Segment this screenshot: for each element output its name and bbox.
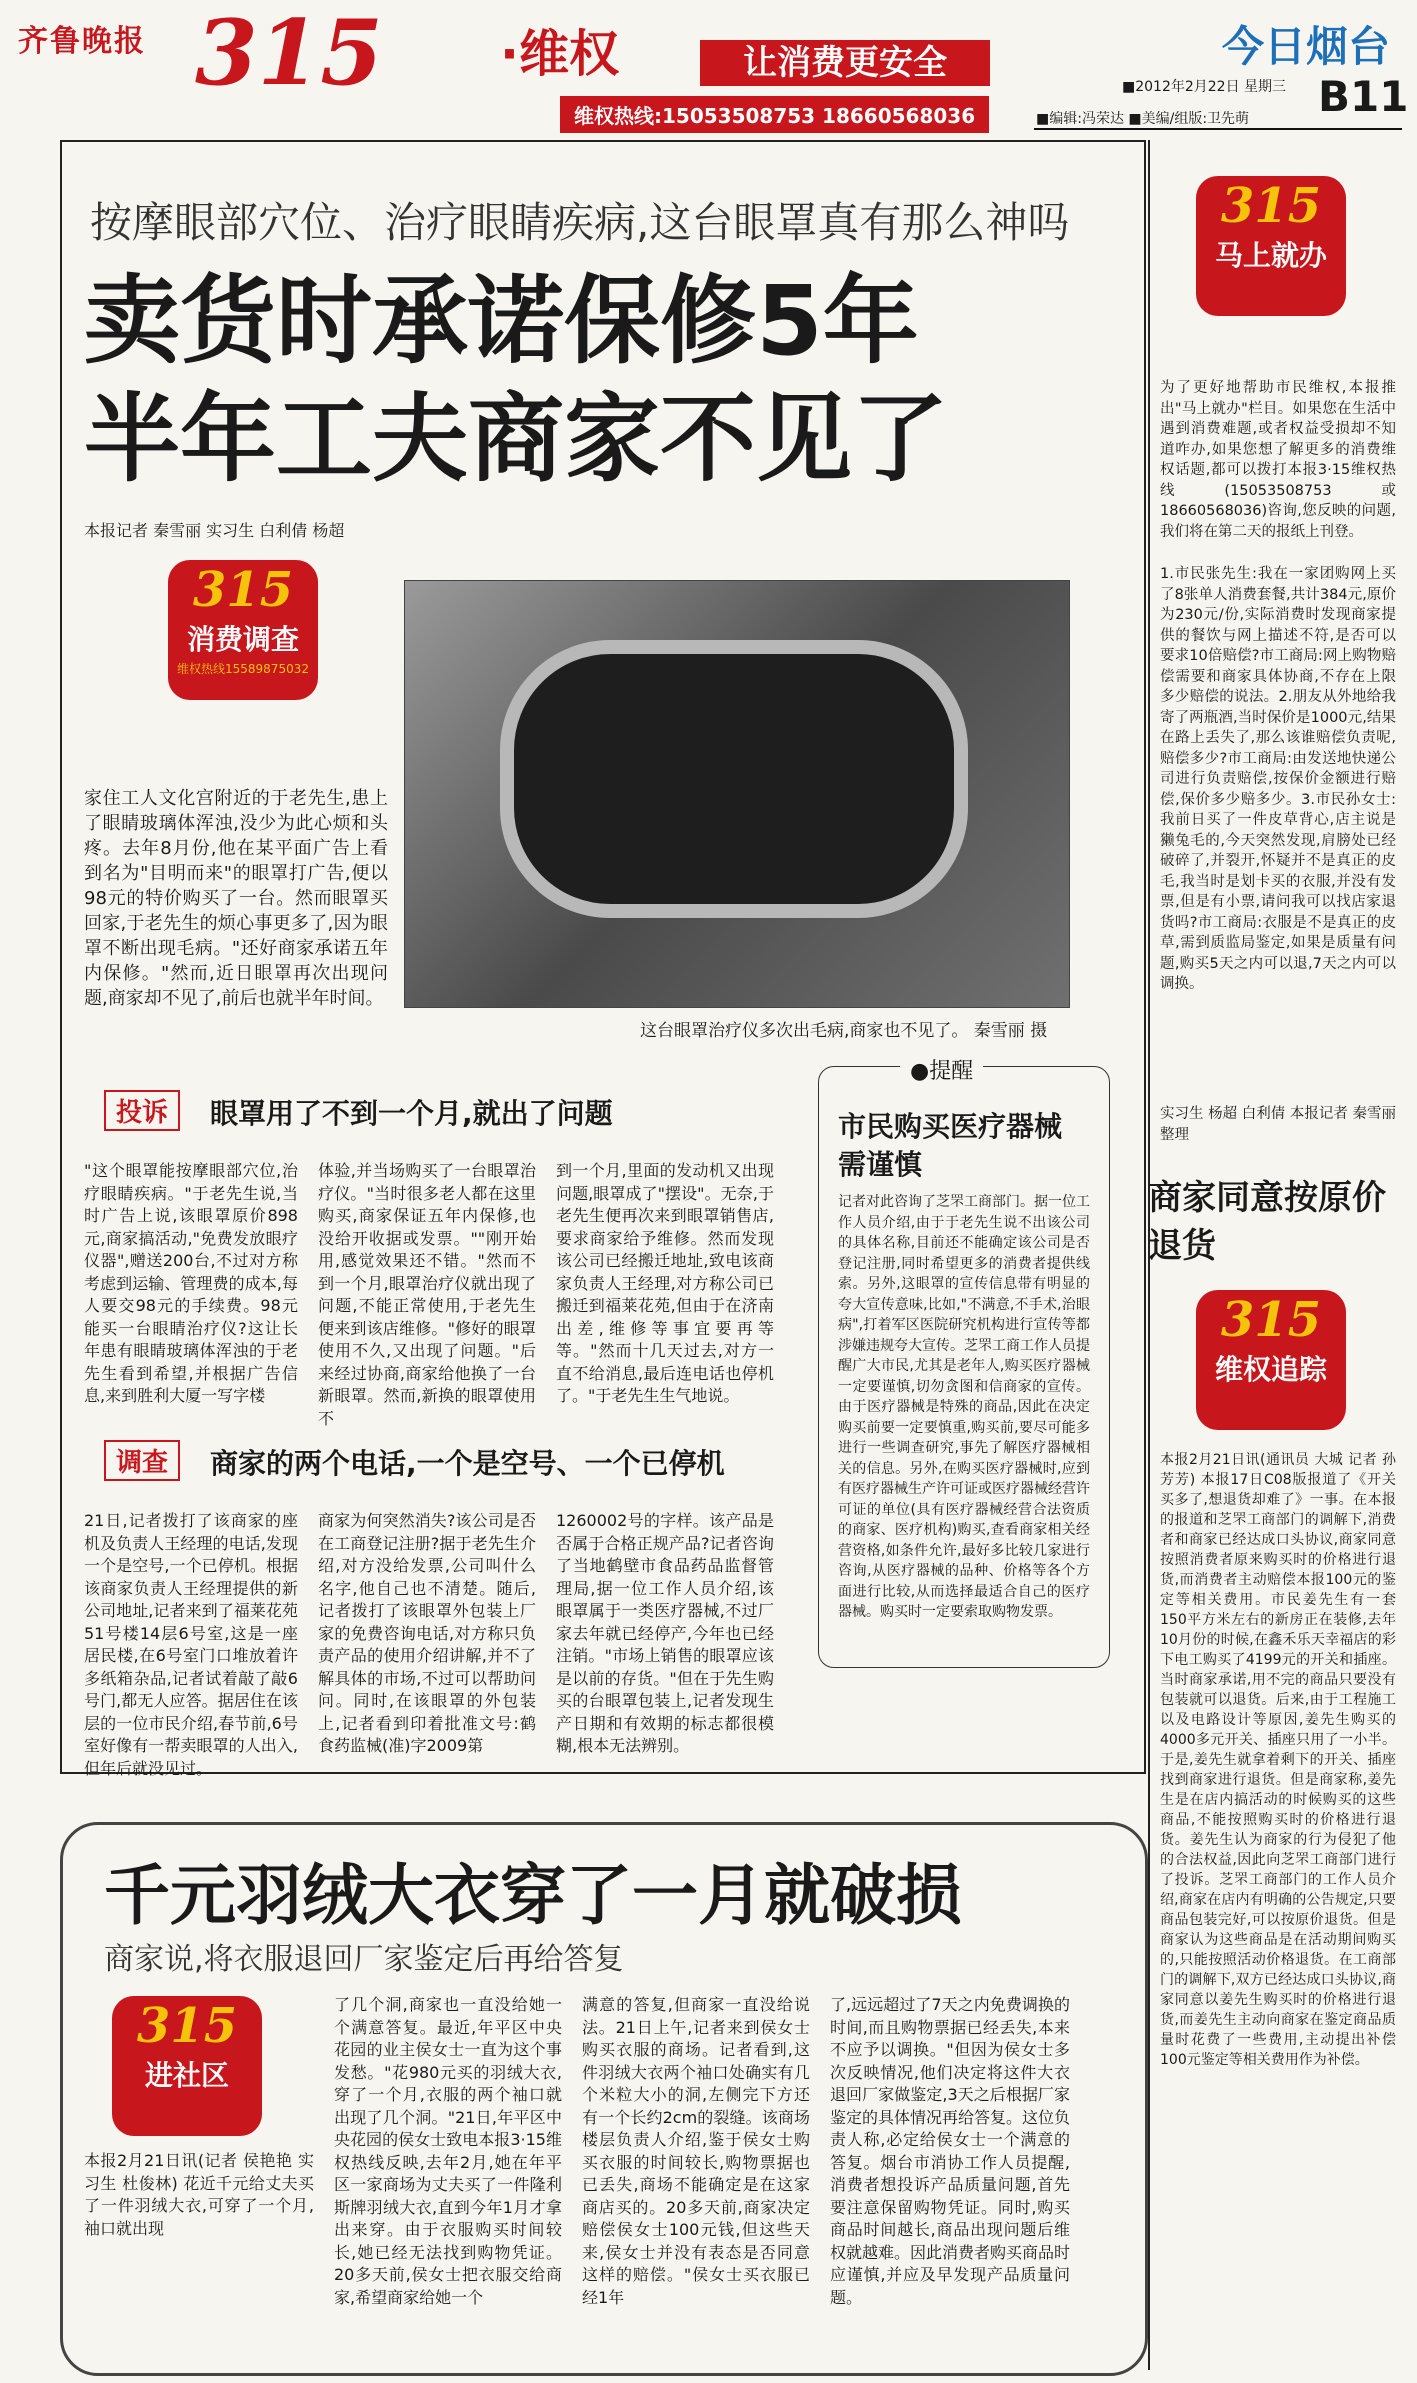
- bell-icon: ●: [910, 1059, 930, 1084]
- complaint-heading: 眼罩用了不到一个月,就出了问题: [210, 1097, 613, 1130]
- badge-number: 315: [1220, 178, 1322, 234]
- main-headline: [84, 262, 1084, 498]
- complaint-tag: 投诉: [104, 1090, 180, 1131]
- badge-consumer-survey: [168, 560, 318, 700]
- coat-col-1: 本报2月21日讯(记者 侯艳艳 实习生 杜俊林) 花近千元给丈夫买了一件羽绒大衣,可穿了一个月,袖口就出现: [84, 2151, 314, 2238]
- banner-hotline: 维权热线:15053508753 18660568036: [560, 96, 989, 133]
- badge-number: 315: [136, 1998, 238, 2054]
- photo-caption: 这台眼罩治疗仪多次出毛病,商家也不见了。 秦雪丽 摄: [640, 1021, 1048, 1041]
- coat-col-3: 满意的答复,但商家一直没给说法。21日上午,记者来到侯女士购买衣服的商场。记者看到,这件羽绒大衣两个袖口处确实有几个米粒大小的洞,左侧完下方还有一个长约2cm的裂缝。该商场楼层负责人介绍,鉴于侯女士购买衣服的时间较长,购物票据也已丢失,商场不能确定是在这家商店买的。20多天前,商家决定赔偿侯女士100元钱,但这些天来,侯女士并没有表态是否同意这样的赔偿。"侯女士买衣服已经1年: [582, 1995, 810, 2307]
- coat-col-4: 了,远远超过了7天之内免费调换的时间,而且购物票据已经丢失,本来不应予以调换。"但因为侯女士多次反映情况,他们决定将这件大衣退回厂家做鉴定,3天之后根据厂家鉴定的具体情况再给答复。这位负责人称,必定给侯女士一个满意的答复。烟台市消协工作人员提醒,消费者想投诉产品质量问题,首先要注意保留购物凭证。同时,购买商品时间越长,商品出现问题后维权就越难。因此消费者购买商品时应谨慎,并应及早发现产品质量问题。: [830, 1995, 1071, 2307]
- badge-number: 315: [1220, 1292, 1322, 1348]
- badge-tracking: [1196, 1290, 1346, 1430]
- main-lead: 家住工人文化宫附近的于老先生,患上了眼睛玻璃体浑浊,没少为此心烦和头疼。去年8月份,他在某平面广告上看到名为"目明而来"的眼罩打广告,便以98元的特价购买了一台。然而眼罩买回家,于老先生的烦心事更多了,因为眼罩不断出现毛病。"还好商家承诺五年内保修。"然而,近日眼罩再次出现问题,商家却不见了,前后也就半年时间。: [84, 788, 388, 1009]
- masthead-rule: [1034, 128, 1402, 130]
- issue-date: ■2012年2月22日 星期三: [1122, 79, 1287, 95]
- sidebar-credits: 实习生 杨超 白利倩 本报记者 秦雪丽 整理: [1160, 1106, 1396, 1143]
- badge-community: [112, 1996, 262, 2136]
- complaint-col-2: 体验,并当场购买了一台眼罩治疗仪。"当时很多老人都在这里购买,商家保证五年内保修,也没给开收据或发票。""刚开始用,感觉效果还不错。"然而不到一个月,眼罩治疗仪就出现了问题,不能正常使用,于老先生便来到该店维修。"修好的眼罩使用不久,又出现了问题。"后来经过协商,商家给他换了一台新眼罩。然而,新换的眼罩使用不: [318, 1161, 536, 1428]
- coat-subheadline: 商家说,将衣服退回厂家鉴定后再给答复: [104, 1942, 624, 1977]
- main-headline-line1: 卖货时承诺保修5年: [84, 265, 919, 377]
- reminder-label: ●提醒: [900, 1054, 983, 1085]
- badge-label: 维权追踪: [1214, 1353, 1327, 1386]
- sidebar-qa: 1.市民张先生:我在一家团购网上买了8张单人消费套餐,共计384元,原价为230元/份,实际消费时发现商家提供的餐饮与网上描述不符,是否可以要求10倍赔偿?市工商局:网上购物赔偿需要和商家具体协商,不存在上限多少赔偿的说法。2.朋友从外地给我寄了两瓶酒,当时保价是1000元,结果在路上丢失了,那么该谁赔偿负责呢,赔偿多少?市工商局:由发送地快递公司进行负责赔偿,按保价金额进行赔偿,保价多少赔多少。3.市民孙女士:我前日买了一件皮草背心,店主说是獭兔毛的,今天突然发现,肩膀处已经破碎了,并裂开,怀疑并不是真正的皮毛,我当时是划卡买的衣服,并没有发票,但是有小票,请问我可以找店家退货吗?市工商局:衣服是不是真正的皮草,需到质监局鉴定,如果是质量有问题,购买5天之内可以退,7天之内可以调换。: [1160, 566, 1396, 992]
- complaint-col-1: "这个眼罩能按摩眼部穴位,治疗眼睛疾病。"于老先生说,当时广告上说,该眼罩原价898元,商家搞活动,"免费发放眼疗仪器",赠送200台,不过对方称考虑到运输、管理费的成本,每人要交98元的手续费。98元能买一台眼睛治疗仪?这让长年患有眼睛玻璃体浑浊的于老先生看到希望,并根据广告信息,来到胜利大厦一写字楼: [84, 1161, 298, 1405]
- goggles-shape: [500, 640, 968, 918]
- editor-credits: ■编辑:冯荣达 ■美编/组版:卫先萌: [1036, 111, 1250, 127]
- refund-headline: 商家同意按原价退货: [1148, 1178, 1386, 1266]
- main-byline: 本报记者 秦雪丽 实习生 白利倩 杨超: [84, 521, 345, 540]
- banner-slogan: 让消费更安全: [700, 40, 990, 86]
- reminder-title: 市民购买医疗器械需谨慎: [838, 1110, 1063, 1181]
- badge-number: 315: [192, 562, 294, 618]
- investigation-tag: 调查: [104, 1440, 180, 1481]
- paper-logo: 齐鲁晚报: [18, 24, 146, 59]
- refund-body: 本报2月21日讯(通讯员 大城 记者 孙芳芳) 本报17日C08版报道了《开关买多了,想退货却难了》一事。在本报的报道和芝罘工商部门的调解下,消费者和商家已经达成口头协议,商家同意按照消费者原来购买时的价格进行退货,而消费者主动赔偿本报100元的鉴定等相关费用。市民姜先生有一套150平方米左右的新房正在装修,去年10月份的时候,在鑫禾乐天幸福店的彩下电工购买了4199元的开关和插座。当时商家承诺,用不完的商品只要没有包装就可以退货。后来,由于工程施工以及电路设计等原因,姜先生购买的4000多元开关、插座只用了一小半。于是,姜先生就拿着剩下的开关、插座找到商家进行退货。但是商家称,姜先生是在店内搞活动的时候购买的这些商品,不能按照购买时的价格进行退货。姜先生认为商家的行为侵犯了他的合法权益,因此向芝罘工商部门进行了投诉。芝罘工商部门的工作人员介绍,商家在店内有明确的公告规定,只要商品包装完好,可以按原价退货。但是商家认为这些商品是在活动期间购买的,只能按照活动价格退货。在工商部门的调解下,双方已经达成口头协议,商家同意以姜先生购买时的价格进行退货,而姜先生主动向商家在鉴定商品质量时花费了一些费用,主动提出补偿100元鉴定等相关费用作为补偿。: [1160, 1452, 1396, 2068]
- page-number: B11: [1318, 72, 1409, 121]
- investigation-heading: 商家的两个电话,一个是空号、一个已停机: [210, 1447, 725, 1480]
- banner-title: ·维权: [500, 25, 619, 83]
- section-name: 今日烟台: [1222, 22, 1391, 71]
- complaint-col-3: 到一个月,里面的发动机又出现问题,眼罩成了"摆设"。无奈,于老先生便再次来到眼罩销售店,要求商家给予维修。然而发现该公司已经搬迁地址,致电该商家负责人王经理,对方称公司已搬迁到福莱花苑,但由于在济南出差,维修等事宜要再等等。"然而十几天过去,对方一直不给消息,最后连电话也停机了。"于老先生生气地说。: [556, 1161, 774, 1405]
- investigation-col-3: 1260002号的字样。该产品是否属于合格正规产品?记者咨询了当地鹤壁市食品药品监督管理局,据一位工作人员介绍,该眼罩属于一类医疗器械,不过厂家去年就已经停产,今年也已经注销。"市场上销售的眼罩应该是以前的存货。"但在于先生购买的台眼罩包装上,记者发现生产日期和有效期的标志都很模糊,根本无法辨别。: [556, 1511, 774, 1755]
- badge-label: 马上就办: [1214, 239, 1327, 272]
- coat-col-2: 了几个洞,商家也一直没给她一个满意答复。最近,年平区中央花园的业主侯女士一直为这个事发愁。"花980元买的羽绒大衣,穿了一个月,衣服的两个袖口就出现了几个洞。"21日,年平区中央花园的侯女士致电本报3·15维权热线反映,去年2月,她在年平区一家商场为丈夫买了一件隆利斯牌羽绒大衣,直到今年1月才拿出来穿。由于衣服购买时间较长,她已经无法找到购物凭证。20多天前,侯女士把衣服交给商家,希望商家给她一个: [334, 1995, 562, 2307]
- badge-hotline: 维权热线15589875032: [177, 662, 309, 676]
- reminder-body: 记者对此咨询了芝罘工商部门。据一位工作人员介绍,由于于老先生说不出该公司的具体名称,目前还不能确定该公司是否登记注册,同时希望更多的消费者提供线索。另外,这眼罩的宣传信息带有明显的夸大宣传意味,比如,"不满意,不手术,治眼病",打着军区医院研究机构进行宣传等都涉嫌违规夸大宣传。芝罘工商工作人员提醒广大市民,尤其是老年人,购买医疗器械一定要谨慎,切勿贪图和信商家的宣传。由于医疗器械是特殊的商品,因此在决定购买前要一定要慎重,购买前,要尽可能多进行一些调查研究,事先了解医疗器械相关的信息。另外,在购买医疗器械时,应到有医疗器械生产许可证或医疗器械经营许可证的单位(具有医疗器械经营合法资质的商家、医疗机构)购买,查看商家相关经营资格,如条件允许,最好多比较几家进行咨询,从医疗器械的品种、价格等各个方面进行比较,从而选择最适合自己的医疗器械。购买时一定要索取购物发票。: [838, 1194, 1090, 1620]
- sidebar-intro: 为了更好地帮助市民维权,本报推出"马上就办"栏目。如果您在生活中遇到消费难题,或者权益受损却不知道咋办,如果您想了解更多的消费维权话题,都可以拨打本报3·15维权热线(15053508753或18660568036)咨询,您反映的问题,我们将在第二天的报纸上刊登。: [1160, 380, 1396, 540]
- investigation-col-2: 商家为何突然消失?该公司是否在工商登记注册?据于老先生介绍,对方没给发票,公司叫什么名字,他自己也不清楚。随后,记者拨打了该眼罩外包装上厂家的免费咨询电话,对方称只负责产品的使用介绍讲解,并不了解具体的市场,不过可以帮助问问。同时,在该眼罩的外包装上,记者看到印着批准文号:鹤食药监械(准)字2009第: [318, 1511, 536, 1755]
- main-headline-line2: 半年工夫商家不见了: [84, 383, 948, 495]
- badge-label: 进社区: [144, 2059, 229, 2092]
- coat-headline: 千元羽绒大衣穿了一月就破损: [104, 1857, 962, 1934]
- main-subheadline: 按摩眼部穴位、治疗眼睛疾病,这台眼罩真有那么神吗: [90, 198, 1070, 247]
- investigation-col-1: 21日,记者拨打了该商家的座机及负责人王经理的电话,发现一个是空号,一个已停机。根据该商家负责人王经理提供的新公司地址,记者来到了福莱花苑51号楼14层6号室,这是一座居民楼,在6号室门口堆放着许多纸箱杂品,记者试着敲了敲6号门,都无人应答。据居住在该层的一位市民介绍,春节前,6号室好像有一帮卖眼罩的人出入,但年后就没见过。: [84, 1511, 298, 1778]
- banner-number: 315: [195, 0, 383, 106]
- badge-label: 消费调查: [186, 623, 299, 656]
- badge-do-it-now: [1196, 176, 1346, 316]
